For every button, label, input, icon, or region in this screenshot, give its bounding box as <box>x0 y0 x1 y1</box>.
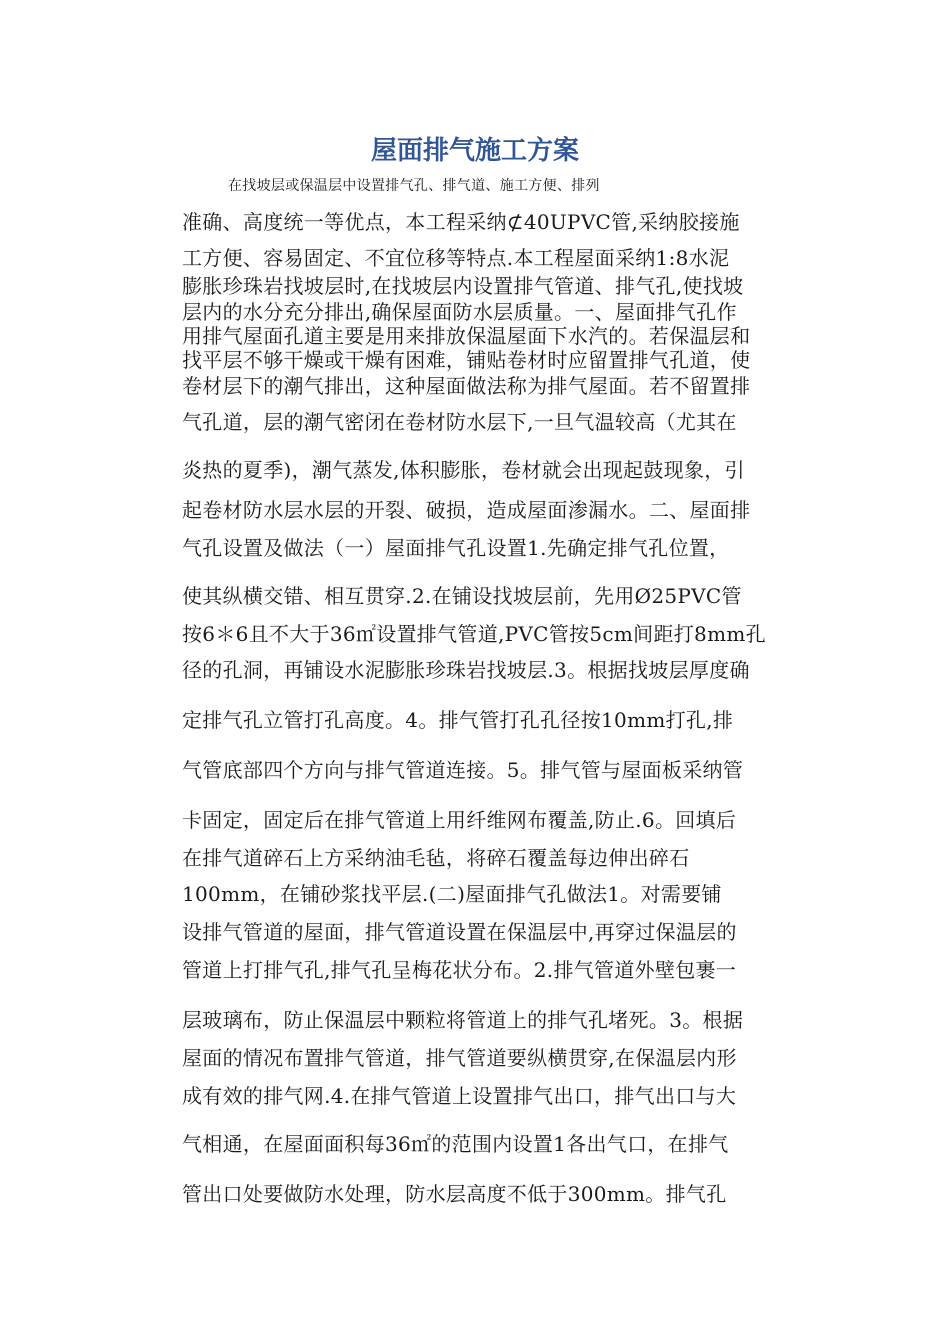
body-line-16: 定排气孔立管打孔高度。4。排气管打孔孔径按10mm打孔,排 <box>182 708 734 732</box>
body-line-17: 气管底部四个方向与排气管道连接。5。排气管与屋面板采纳管 <box>182 758 744 782</box>
body-line-12: 气孔设置及做法（一）屋面排气孔设置1.先确定排气孔位置， <box>182 536 730 560</box>
body-line-24: 屋面的情况布置排气管道，排气管道要纵横贯穿,在保温层内形 <box>182 1046 737 1070</box>
body-line-07: 找平层不够干燥或干燥有困难，铺贴卷材时应留置排气孔道，使 <box>182 348 751 372</box>
body-line-18: 卡固定，固定后在排气管道上用纤维网布覆盖,防止.6。回填后 <box>182 808 737 832</box>
body-line-06: 用排气屋面孔道主要是用来排放保温屋面下水汽的。若保温层和 <box>182 324 751 348</box>
body-line-14: 按6＊6且不大于36㎡设置排气管道,PVC管按5cm间距打8mm孔 <box>182 622 766 646</box>
body-line-19: 在排气道碎石上方采纳油毛毡，将碎石覆盖每边伸出碎石 <box>182 846 690 870</box>
document-title: 屋面排气施工方案 <box>370 136 579 166</box>
body-line-26: 气相通，在屋面面积每36㎡的范围内设置1各出气口，在排气 <box>182 1132 729 1156</box>
body-line-02: 准确、高度统一等优点，本工程采纳⊄40UPVC管,采纳胶接施 <box>182 210 740 234</box>
body-line-21: 设排气管道的屋面，排气管道设置在保温层中,再穿过保温层的 <box>182 920 737 944</box>
body-line-13: 使其纵横交错、相互贯穿.2.在铺设找坡层前，先用Ø25PVC管 <box>182 584 742 608</box>
body-line-15: 径的孔洞，再铺设水泥膨胀珍珠岩找坡层.3。根据找坡层厚度确 <box>182 658 750 682</box>
body-line-11: 起卷材防水层水层的开裂、破损，造成屋面渗漏水。二、屋面排 <box>182 498 751 522</box>
body-line-27: 管出口处要做防水处理，防水层高度不低于300mm。排气孔 <box>182 1182 727 1206</box>
body-line-09: 气孔道，层的潮气密闭在卷材防水层下,一旦气温较高（尤其在 <box>182 410 737 434</box>
body-line-23: 层玻璃布，防止保温层中颗粒将管道上的排气孔堵死。3。根据 <box>182 1008 744 1032</box>
body-line-03: 工方便、容易固定、不宜位移等特点.本工程屋面采纳1:8水泥 <box>182 246 730 270</box>
body-line-04: 膨胀珍珠岩找坡层时,在找坡层内设置排气管道、排气孔,使找坡 <box>182 274 744 298</box>
body-line-01: 在找坡层或保温层中设置排气孔、排气道、施工方便、排列 <box>228 178 600 194</box>
body-line-05: 层内的水分充分排出,确保屋面防水层质量。一、屋面排气孔作 <box>182 300 737 324</box>
body-line-20: 100mm，在铺砂浆找平层.(二)屋面排气孔做法1。对需要铺 <box>182 882 722 906</box>
body-line-10: 炎热的夏季)，潮气蒸发,体积膨胀，卷材就会出现起鼓现象，引 <box>182 458 745 482</box>
body-line-25: 成有效的排气网.4.在排气管道上设置排气出口，排气出口与大 <box>182 1084 737 1108</box>
body-line-08: 卷材层下的潮气排出，这种屋面做法称为排气屋面。若不留置排 <box>182 374 751 398</box>
body-line-22: 管道上打排气孔,排气孔呈梅花状分布。2.排气管道外壁包裹一 <box>182 958 737 982</box>
